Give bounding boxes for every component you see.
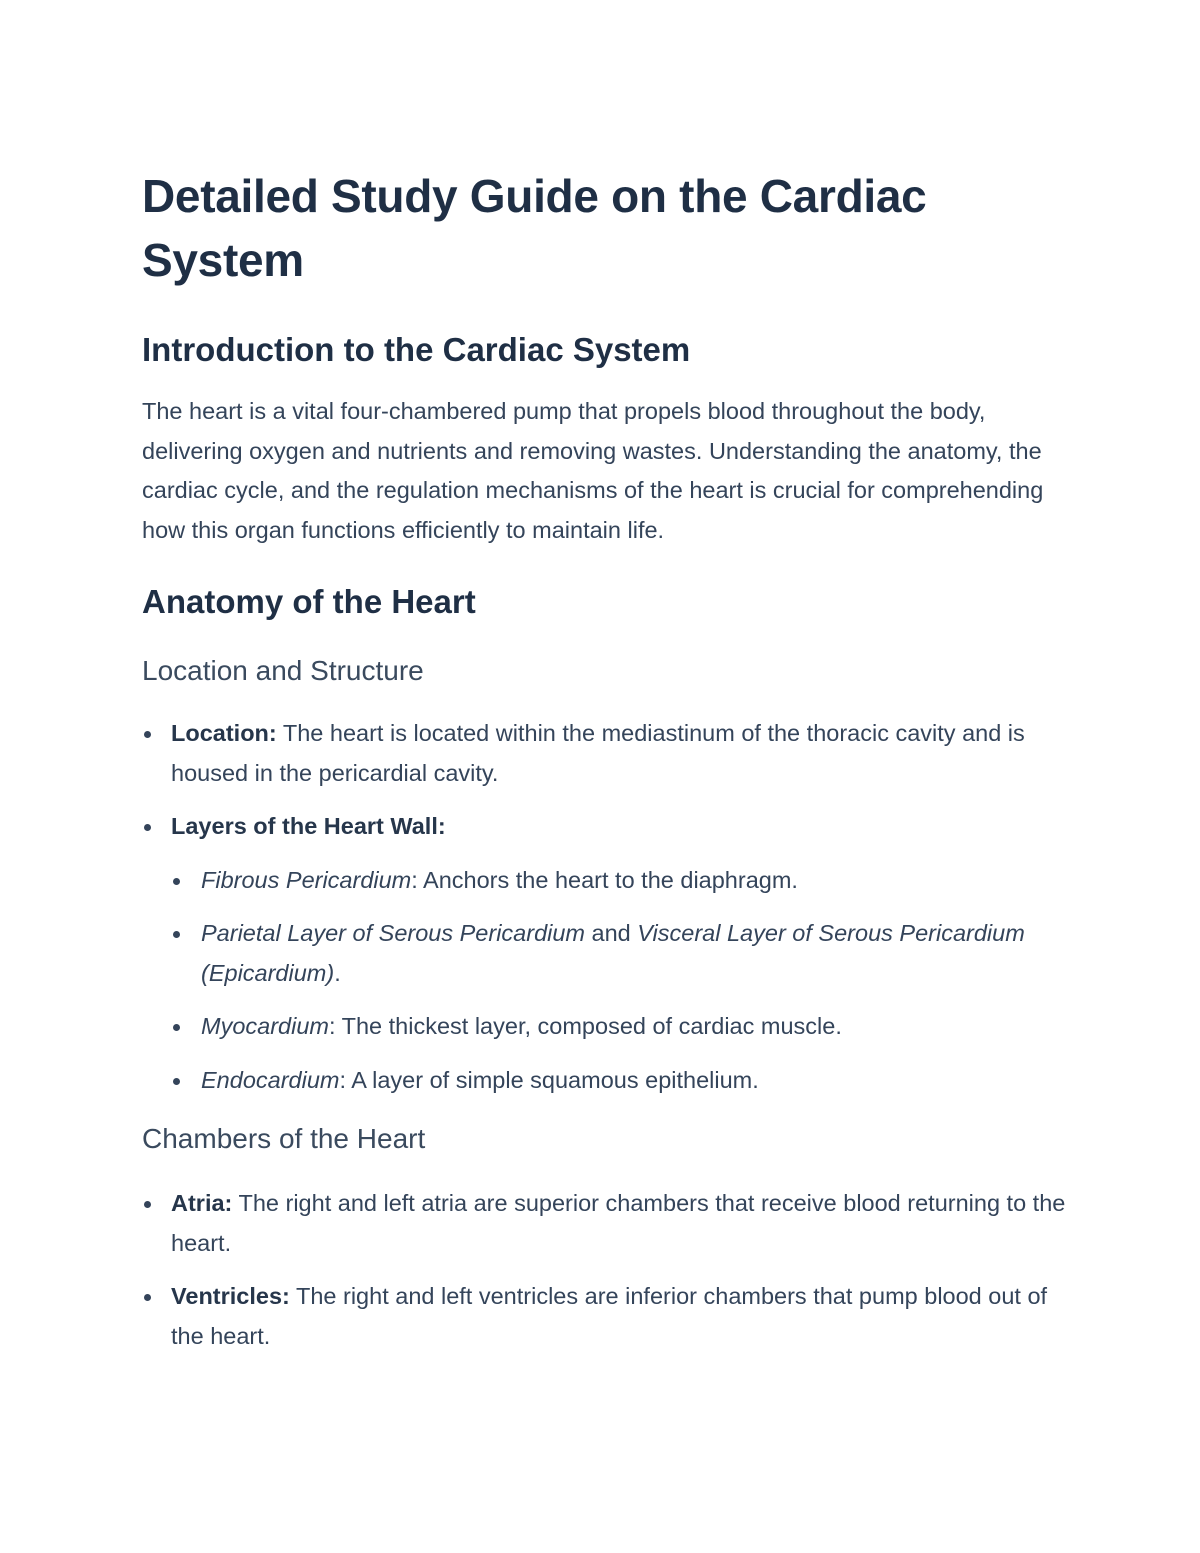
term-myocardium: Myocardium — [201, 1013, 329, 1039]
list-item-location — [142, 714, 1072, 793]
term-ventricles: Ventricles: — [171, 1283, 290, 1309]
bullet-icon — [144, 824, 151, 831]
list-item-atria — [142, 1184, 1072, 1263]
connector-text: and — [585, 920, 638, 946]
intro-paragraph: The heart is a vital four-chambered pump that propels blood throughout the body, delivering oxygen and nutrients and removing wastes. Understanding the anatomy, the cardiac cycle, and the regulation mechanisms of the heart is crucial for comprehending how this organ functions efficiently to maintain life. — [142, 398, 1044, 543]
bullet-icon — [173, 878, 180, 885]
chambers-list — [142, 1184, 1072, 1356]
serous-pericardium-text: . — [334, 959, 341, 986]
fibrous-pericardium-text: : Anchors the heart to the diaphragm. — [411, 866, 798, 893]
sublist-item-myocardium — [171, 1007, 1072, 1047]
list-item-ventricles — [142, 1277, 1072, 1356]
term-visceral-layer: Visceral Layer of Serous Pericardium (Epicardium) — [201, 920, 1025, 986]
location-text: The heart is located within the mediastinum of the thoracic cavity and is housed in the pericardial cavity. — [171, 720, 1025, 786]
term-fibrous-pericardium: Fibrous Pericardium — [201, 866, 412, 893]
myocardium-text: : The thickest layer, composed of cardiac muscle. — [328, 1013, 842, 1039]
subheading-location-structure: Location and Structure — [142, 655, 424, 686]
sublist-item-serous-pericardium — [171, 914, 1072, 993]
bullet-icon — [144, 731, 151, 738]
atria-text: The right and left atria are superior chambers that receive blood returning to the heart. — [171, 1190, 1066, 1256]
bullet-icon — [144, 1294, 151, 1301]
sublist-item-endocardium — [171, 1061, 1072, 1101]
bullet-icon — [173, 1024, 180, 1031]
bullet-icon — [144, 1201, 151, 1208]
section-heading-anatomy: Anatomy of the Heart — [142, 583, 476, 620]
bullet-icon — [173, 931, 180, 938]
ventricles-text: The right and left ventricles are inferior chambers that pump blood out of the heart. — [171, 1283, 1048, 1349]
section-heading-introduction: Introduction to the Cardiac System — [142, 331, 691, 368]
document-title: Detailed Study Guide on the Cardiac System — [142, 170, 927, 286]
term-parietal-layer: Parietal Layer of Serous Pericardium — [201, 920, 586, 946]
endocardium-text: : A layer of simple squamous epithelium. — [339, 1066, 759, 1093]
term-layers: Layers of the Heart Wall: — [171, 813, 446, 839]
sublist-item-fibrous-pericardium — [171, 861, 1072, 901]
bullet-icon — [173, 1078, 180, 1085]
term-endocardium: Endocardium — [201, 1066, 340, 1093]
subheading-chambers: Chambers of the Heart — [142, 1123, 426, 1154]
document-page — [142, 164, 1072, 1370]
term-location: Location: — [171, 720, 277, 746]
location-structure-list — [142, 714, 1072, 1100]
layers-sublist — [171, 861, 1072, 1101]
list-item-layers — [142, 807, 1072, 1100]
term-atria: Atria: — [171, 1190, 233, 1216]
